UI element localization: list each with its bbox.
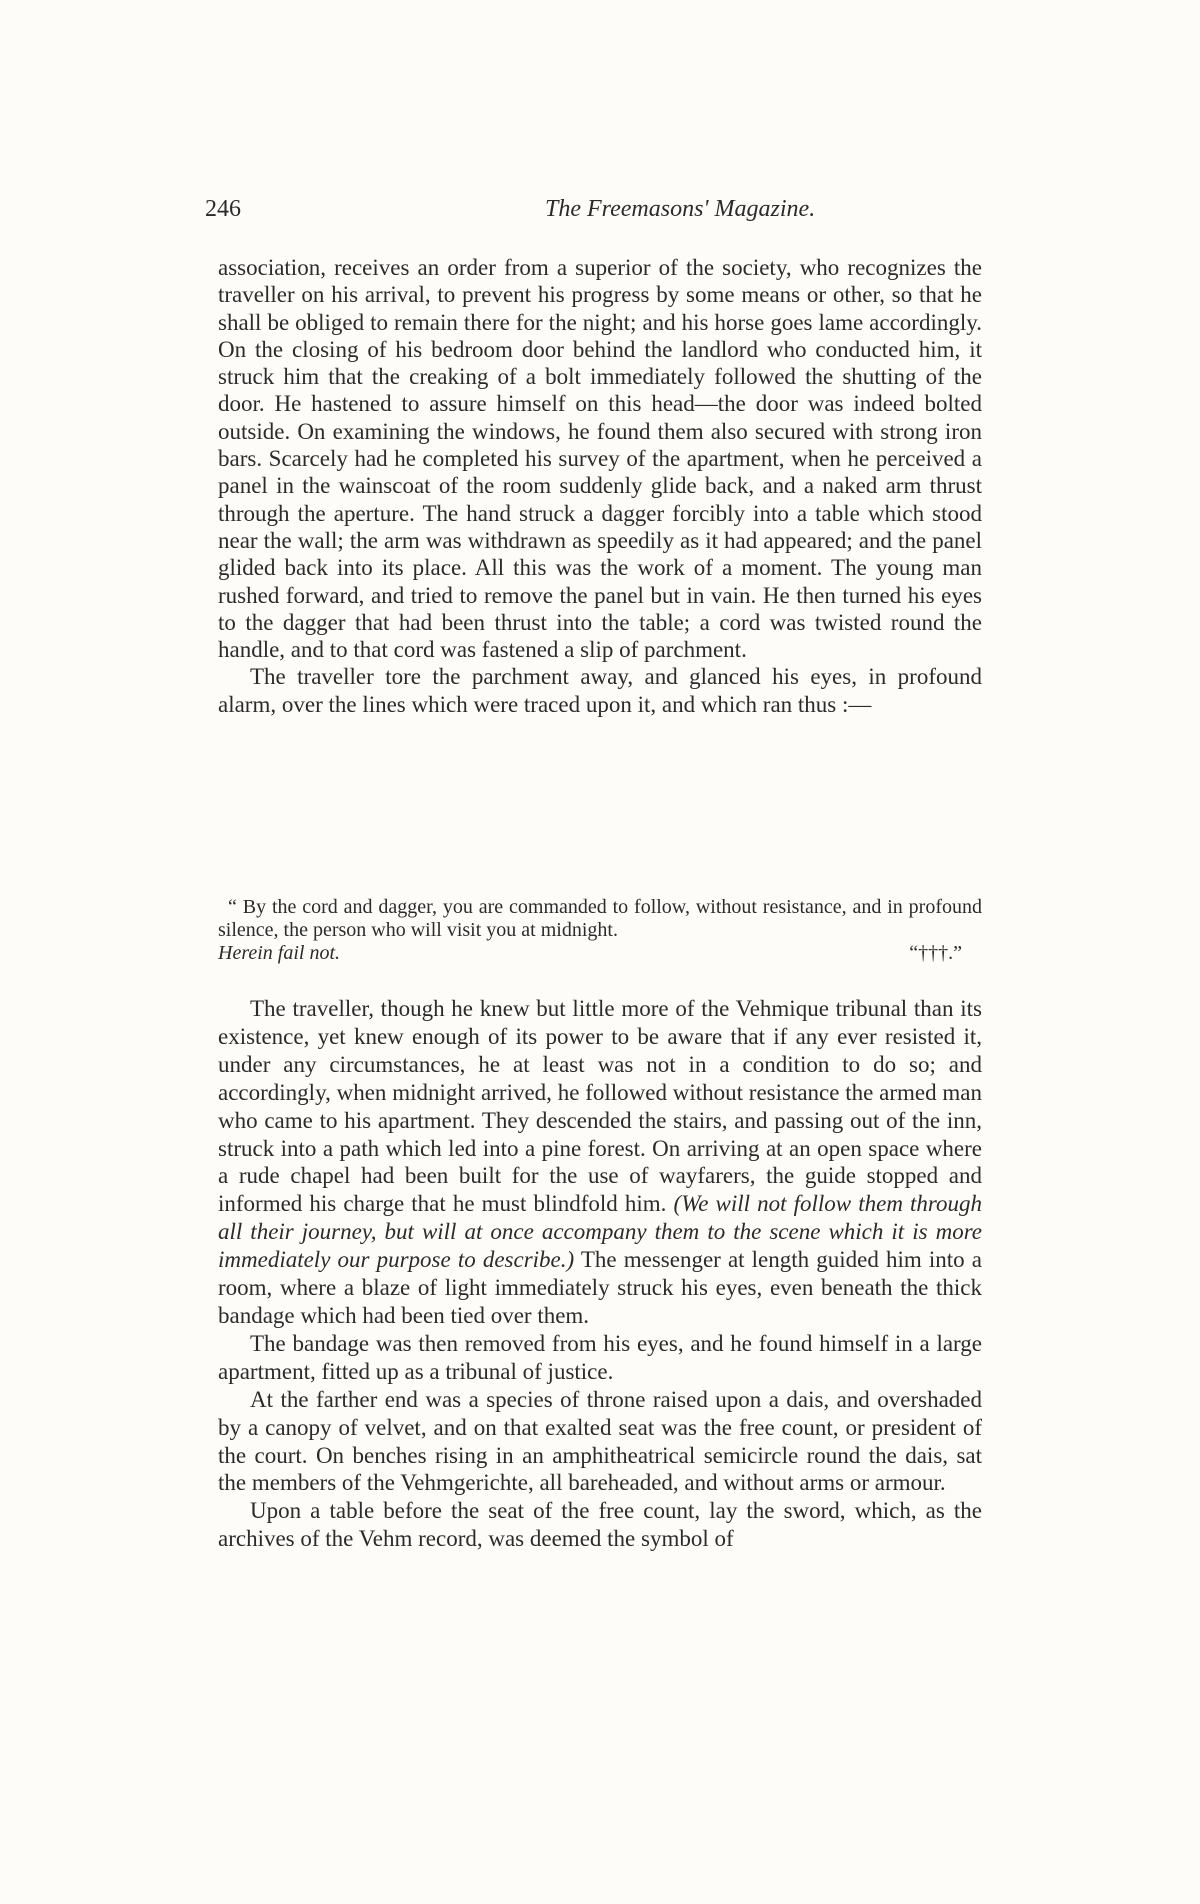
quote-fail-not: Herein fail not. xyxy=(218,942,341,964)
body-text-top xyxy=(218,254,982,718)
parchment-quote xyxy=(218,896,982,965)
paragraph-3-c: The messenger at length guided him into a room, where a blaze of light immediately struck his eyes, even beneath the thick bandage which had been tied over them. xyxy=(218,1247,983,1328)
running-title: The Freemasons' Magazine. xyxy=(545,196,816,222)
body-text-bottom xyxy=(218,995,982,1553)
paragraph-3-a: The traveller, though he knew but little more of the Vehmique tribunal than its existence, yet knew enough of its power to be aware that if any ever resisted it, under any circumstances, he at least was not in a condition to do so; and accordingly, when midnight arrived, he followed without resistance the armed man who came to his apartment. They descended the stairs, and passing out of the inn, struck into a path which led into a pine forest. On arriving at an open space where a rude chapel had been built for the use of wayfarers, the guide stopped and informed his charge that he must blindfold him. xyxy=(218,996,982,1217)
page-number: 246 xyxy=(205,196,241,222)
quote-last-line xyxy=(218,942,982,965)
paragraph-4: The bandage was then removed from his eyes, and he found himself in a large apartment, fitted up as a tribunal of justice. xyxy=(218,1330,982,1384)
paragraph-5: At the farther end was a species of throne raised upon a dais, and overshaded by a canopy of velvet, and on that exalted seat was the free count, or president of the court. On benches rising in an amphitheatrical semicircle round the dais, sat the members of the Vehmgerichte, all bareheaded, and without arms or armour. xyxy=(218,1386,982,1496)
quote-signature: “†††.” xyxy=(909,942,962,964)
paragraph-6: Upon a table before the seat of the free count, lay the sword, which, as the archives of the Vehm record, was deemed the symbol of xyxy=(218,1498,982,1552)
paragraph-2: The traveller tore the parchment away, and glanced his eyes, in profound alarm, over the lines which were traced upon it, and which ran thus :— xyxy=(218,664,982,717)
paragraph-3 xyxy=(218,995,982,1330)
quote-text: “ By the cord and dagger, you are commanded to follow, without resistance, and in profound silence, the person who will visit you at midnight. xyxy=(218,896,982,941)
page-header xyxy=(205,196,995,230)
paragraph-3-aside: (We will not follow them through all their journey, but will at once accompany them to the scene which it is more immediately our purpose to describe.) xyxy=(218,1191,982,1273)
paragraph-1: association, receives an order from a superior of the society, who recognizes the traveller on his arrival, to prevent his progress by some means or other, so that he shall be obliged to remain there for the night; and his horse goes lame accordingly. On the closing of his bedroom door behind the landlord who conducted him, it struck him that the creaking of a bolt immediately followed the shutting of the door. He hastened to assure himself on this head—the door was indeed bolted outside. On examining the windows, he found them also secured with strong iron bars. Scarcely had he completed his survey of the apartment, when he perceived a panel in the wainscoat of the room suddenly glide back, and a naked arm thrust through the aperture. The hand struck a dagger forcibly into a table which stood near the wall; the arm was withdrawn as speedily as it had appeared; and the panel glided back into its place. All this was the work of a moment. The young man rushed forward, and tried to remove the panel but in vain. He then turned his eyes to the dagger that had been thrust into the table; a cord was twisted round the handle, and to that cord was fastened a slip of parchment. xyxy=(218,255,982,663)
